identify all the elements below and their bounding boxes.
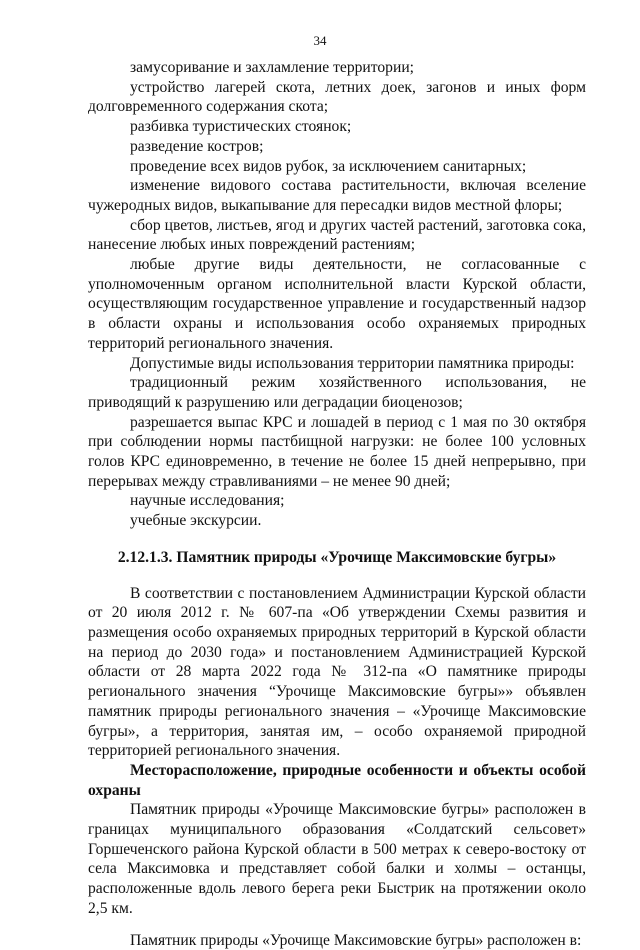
list-item: сбор цветов, листьев, ягод и других частей растений, заготовка сока, нанесение любых иных повреждений растениям; <box>88 216 586 254</box>
location-paragraph: Памятник природы «Урочище Максимовские бугры» расположен в границах муниципального образования «Солдатский сельсовет» Горшеченского района Курской области в 500 метрах к северо-востоку от села Максимовка и представляет собой балки и холмы – останцы, расположенные вдоль левого берега реки Быстрик на протяжении около 2,5 км. <box>88 801 586 917</box>
list-item: любые другие виды деятельности, не согласованные с уполномоченным органом исполнительной власти Курской области, осуществляющим государственное управление и государственный надзор в области охраны и использования особо охраняемых природных территорий регионального значения. <box>88 256 586 352</box>
list-item: разрешается выпас КРС и лошадей в период с 1 мая по 30 октября при соблюдении нормы пастбищной нагрузки: не более 100 условных голов КРС единовременно, в течение не более 15 дней непрерывно, при перерывах между стравливаниями – не менее 90 дней; <box>88 413 586 490</box>
decree-paragraph: В соответствии с постановлением Администрации Курской области от 20 июля 2012 г. № 607-па «Об утверждении Схемы развития и размещения особо охраняемых природных территорий в Курской области на период до 2030 года» и постановлением Администрацией Курской области от 28 марта 2022 года № 312-па «О памятнике природы регионального значения “Урочище Максимовские бугры»» объявлен памятник природы регионального значения – «Урочище Максимовские бугры», а территория, занятая им, – особо охраняемой природной территорией регионального значения. <box>88 584 586 760</box>
spacer <box>88 919 586 931</box>
document-body <box>88 58 586 950</box>
final-paragraph: Памятник природы «Урочище Максимовские бугры» расположен в: <box>130 931 582 949</box>
list-item: учебные экскурсии. <box>130 512 262 530</box>
list-item: устройство лагерей скота, летних доек, загонов и иных форм долговременного содержания скота; <box>88 78 586 116</box>
list-item: разведение костров; <box>130 137 264 155</box>
page-number: 34 <box>313 33 327 48</box>
list-item: традиционный режим хозяйственного использования, не приводящий к разрушению или деградации биоценозов; <box>88 374 586 411</box>
list-item: проведение всех видов рубок, за исключением санитарных; <box>130 157 527 175</box>
list-item: замусоривание и захламление территории; <box>130 59 414 76</box>
list-item: разбивка туристических стоянок; <box>130 118 352 136</box>
section-heading: 2.12.1.3. Памятник природы «Урочище Максимовские бугры» <box>117 548 557 566</box>
list-item: изменение видового состава растительности, включая вселение чужеродных видов, выкапывание для пересадки видов местной флоры; <box>88 177 586 214</box>
subheading: Месторасположение, природные особенности и объекты особой охраны <box>88 761 586 799</box>
list-item: научные исследования; <box>130 492 285 510</box>
list-item: Допустимые виды использования территории памятника природы: <box>130 354 575 372</box>
